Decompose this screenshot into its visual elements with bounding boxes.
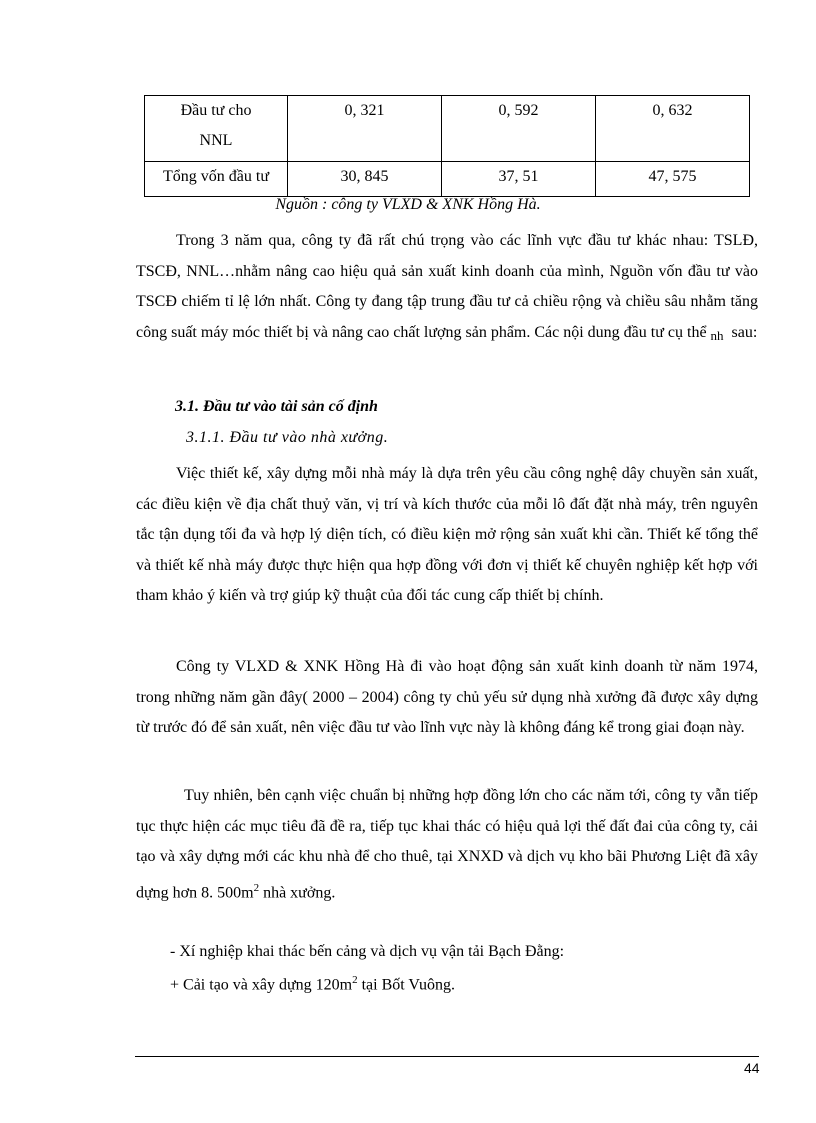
label-line: Đầu tư cho [180, 102, 252, 119]
section-heading: 3.1. Đầu tư vào tài sản cố định [175, 398, 378, 415]
row-label-total: Tổng vốn đầu tư [145, 162, 288, 197]
footer-divider [135, 1056, 759, 1057]
subsection-heading: 3.1.1. Đầu tư vào nhà xưởng. [186, 429, 389, 446]
small-text: nh [710, 327, 724, 343]
table-cell: 30, 845 [288, 162, 442, 197]
list-item [170, 974, 455, 994]
paragraph-history [136, 652, 758, 744]
page-number: 44 [744, 1060, 760, 1076]
table-cell: 37, 51 [442, 162, 596, 197]
list-text: tại Bốt Vuông. [357, 976, 456, 994]
superscript: 2 [253, 881, 260, 894]
paragraph-text: Công ty VLXD & XNK Hồng Hà đi vào hoạt động sản xuất kinh doanh từ năm 1974, trong những năm gần đây( 2000 – 2004) công ty chủ yếu sử dụng nhà xưởng đã được xây dựng từ trước đó để sản xuất, nên việc đầu tư vào lĩnh vực này là không đáng kể trong giai đoạn này. [136, 658, 758, 736]
paragraph-design [136, 459, 758, 612]
table-row [145, 96, 750, 162]
table-source: Nguồn : công ty VLXD & XNK Hồng Hà. [275, 196, 541, 213]
paragraph-overview [136, 226, 758, 351]
superscript: 2 [352, 974, 358, 986]
table-cell: 0, 632 [596, 96, 750, 162]
paragraph-text: Việc thiết kế, xây dựng mỗi nhà máy là dựa trên yêu cầu công nghệ dây chuyền sản xuất, các điều kiện về địa chất thuỷ văn, vị trí và kích thước của mỗi lô đất đặt nhà máy, trên nguyên tắc tận dụng tối đa và hợp lý diện tích, có điều kiện mở rộng sản xuất khi cần. Thiết kế tổng thể và thiết kế nhà máy được thực hiện qua hợp đồng với đơn vị thiết kế chuyên nghiệp kết hợp với tham khảo ý kiến và trợ giúp kỹ thuật của đối tác cung cấp thiết bị chính. [136, 465, 758, 604]
paragraph-text: Trong 3 năm qua, công ty đã rất chú trọng vào các lĩnh vực đầu tư khác nhau: TSLĐ, TSCĐ, NNL…nhằm nâng cao hiệu quả sản xuất kinh doanh của mình, Nguồn vốn đầu tư vào TSCĐ chiếm tỉ lệ lớn nhất. Công ty đang tập trung đầu tư cả chiều rộng và chiều sâu nhằm tăng công suất máy móc thiết bị và nâng cao chất lượng sản phẩm. Các nội dung đầu tư cụ thể [136, 232, 758, 341]
paragraph-text: nhà xưởng. [259, 883, 336, 901]
list-item: - Xí nghiệp khai thác bến cảng và dịch vụ vận tải Bạch Đằng: [170, 943, 565, 960]
row-label-nnl [145, 96, 288, 162]
paragraph-text: Tuy nhiên, bên cạnh việc chuẩn bị những hợp đồng lớn cho các năm tới, công ty vẫn tiếp tục thực hiện các mục tiêu đã đề ra, tiếp tục khai thác có hiệu quả lợi thế đất đai của công ty, cải tạo và xây dựng mới các khu nhà để cho thuê, tại XNXD và dịch vụ kho bãi Phương Liệt đã xây dựng hơn 8. 500m [136, 787, 758, 901]
list-text: + Cải tạo và xây dựng 120m [170, 976, 353, 994]
paragraph-expansion [136, 781, 758, 908]
table-row [145, 162, 750, 197]
label-line: NNL [199, 132, 233, 149]
investment-table [144, 95, 750, 197]
paragraph-text: sau: [731, 323, 758, 341]
table-cell: 47, 575 [596, 162, 750, 197]
table-cell: 0, 592 [442, 96, 596, 162]
table-cell: 0, 321 [288, 96, 442, 162]
